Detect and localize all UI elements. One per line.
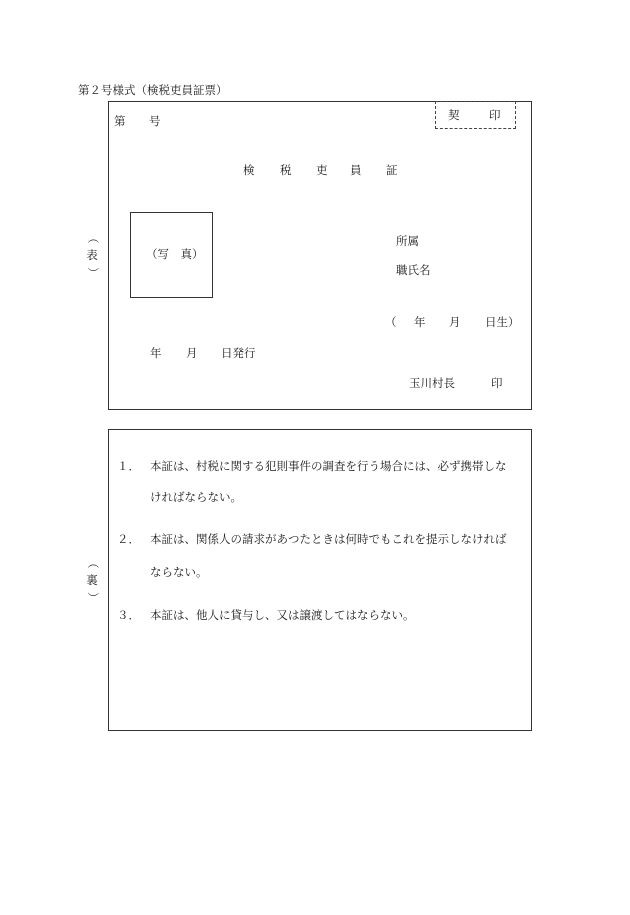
card-title-char-2: 税	[280, 163, 292, 177]
number-prefix: 第	[114, 114, 126, 128]
front-side-label-text: 表	[86, 247, 98, 262]
form-title: 第２号様式（検税吏員証票）	[78, 83, 228, 97]
item-2-number: ２．	[117, 532, 140, 546]
photo-label: （写 真）	[146, 247, 204, 261]
back-side-label: （ 裏 ）	[85, 557, 100, 604]
card-title-char-5: 証	[386, 163, 398, 177]
seal-right-char: 印	[489, 108, 501, 122]
birth-year: 年	[414, 315, 426, 329]
affiliation-label: 所属	[396, 234, 419, 248]
seal-left-char: 契	[448, 108, 460, 122]
issue-month: 月	[186, 346, 198, 360]
card-title-char-4: 員	[350, 163, 362, 177]
birth-open-paren: （	[385, 315, 397, 329]
item-1-number: １．	[117, 459, 140, 473]
position-name-label: 職氏名	[396, 263, 431, 277]
mayor-seal: 印	[491, 376, 503, 390]
back-card	[108, 429, 532, 731]
item-2-line-2: ならない。	[150, 565, 208, 579]
birth-month: 月	[449, 315, 461, 329]
item-1-line-2: ければならない。	[150, 490, 242, 504]
front-side-label: （ 表 ）	[85, 232, 100, 279]
card-title-char-3: 吏	[316, 163, 328, 177]
card-title-char-1: 検	[243, 163, 255, 177]
number-suffix: 号	[149, 114, 161, 128]
item-3-number: ３．	[117, 608, 140, 622]
item-2-line-1: 本証は、関係人の請求があつたときは何時でもこれを提示しなければ	[150, 532, 507, 546]
issue-day: 日発行	[221, 346, 256, 360]
back-side-label-text: 裏	[86, 572, 98, 587]
mayor-label: 玉川村長	[409, 376, 455, 390]
birth-day: 日生）	[485, 315, 520, 329]
item-3-line-1: 本証は、他人に貸与し、又は譲渡してはならない。	[150, 608, 415, 622]
item-1-line-1: 本証は、村税に関する犯則事件の調査を行う場合には、必ず携帯しな	[150, 459, 507, 473]
issue-year: 年	[150, 346, 162, 360]
